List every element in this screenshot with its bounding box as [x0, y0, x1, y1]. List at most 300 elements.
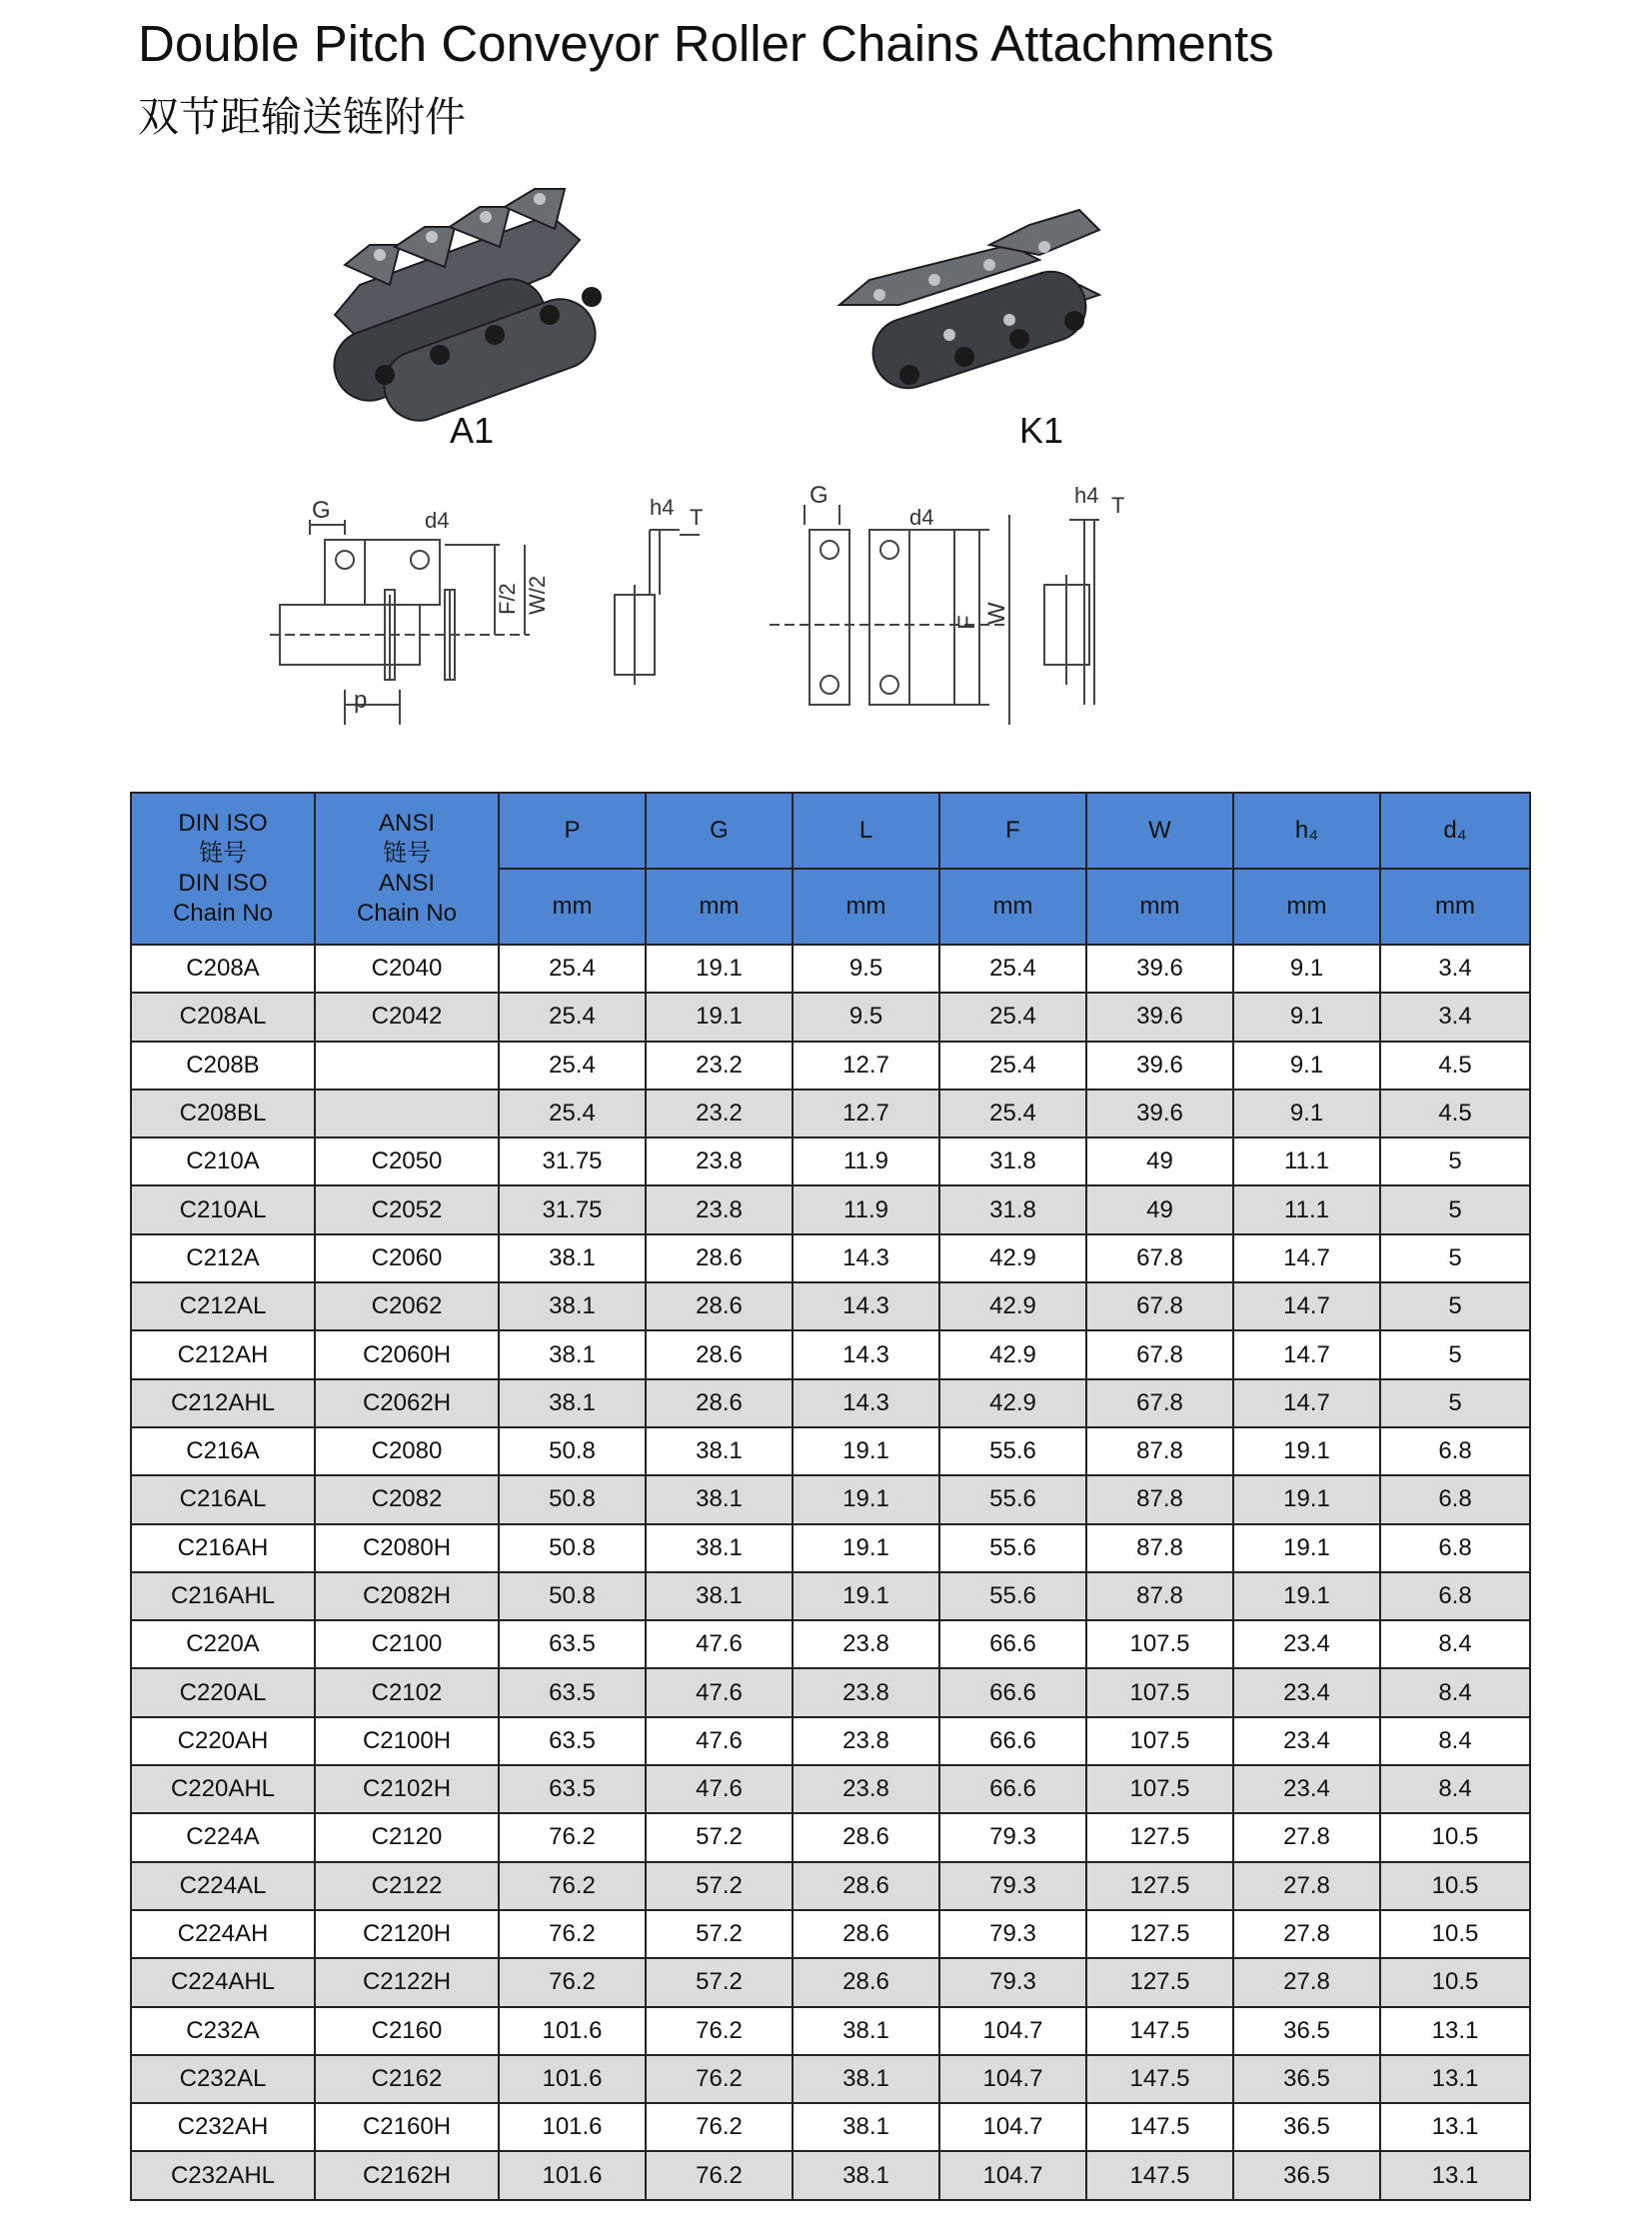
cell-d4: 10.5: [1380, 1910, 1530, 1958]
cell-din-iso: C212AL: [131, 1282, 315, 1330]
table-row: [131, 1427, 1530, 1475]
cell-din-iso: C216AL: [131, 1475, 315, 1523]
cell-ansi: C2100H: [315, 1717, 499, 1765]
cell-g: 76.2: [646, 2151, 793, 2199]
cell-l: 28.6: [793, 1958, 939, 2006]
cell-h4: 14.7: [1233, 1282, 1380, 1330]
cell-p: 50.8: [499, 1427, 646, 1475]
cell-w: 127.5: [1086, 1862, 1233, 1910]
cell-h4: 27.8: [1233, 1862, 1380, 1910]
cell-d4: 13.1: [1380, 2151, 1530, 2199]
cell-w: 49: [1086, 1185, 1233, 1233]
cell-din-iso: C210A: [131, 1137, 315, 1185]
cell-h4: 36.5: [1233, 2151, 1380, 2199]
header-ansi-cn: ANSI: [378, 810, 435, 837]
dim-g-a1: G: [312, 497, 331, 524]
cell-din-iso: C224AL: [131, 1862, 315, 1910]
cell-ansi: C2102H: [315, 1765, 499, 1813]
cell-w: 127.5: [1086, 1958, 1233, 2006]
dim-h4-k1: h4: [1074, 483, 1099, 508]
cell-w: 39.6: [1086, 945, 1233, 993]
cell-l: 12.7: [793, 1042, 939, 1090]
cell-din-iso: C212AHL: [131, 1379, 315, 1427]
table-row: [131, 1765, 1530, 1813]
cell-f: 31.8: [939, 1137, 1086, 1185]
cell-din-iso: C232AH: [131, 2103, 315, 2151]
cell-d4: 3.4: [1380, 945, 1530, 993]
cell-f: 66.6: [939, 1620, 1086, 1668]
dim-t-a1: T: [690, 505, 704, 530]
unit-d4: mm: [1380, 869, 1530, 945]
cell-g: 38.1: [646, 1572, 793, 1620]
k1-chain-image: [839, 210, 1099, 397]
header-din-cn: DIN ISO: [178, 810, 268, 837]
cell-din-iso: C216AHL: [131, 1572, 315, 1620]
cell-d4: 4.5: [1380, 1090, 1530, 1137]
cell-d4: 13.1: [1380, 2103, 1530, 2151]
cell-w: 107.5: [1086, 1620, 1233, 1668]
header-ansi: [315, 793, 499, 945]
cell-l: 14.3: [793, 1330, 939, 1378]
cell-ansi: C2060H: [315, 1330, 499, 1378]
cell-p: 31.75: [499, 1185, 646, 1233]
cell-f: 66.6: [939, 1717, 1086, 1765]
cell-h4: 19.1: [1233, 1427, 1380, 1475]
cell-d4: 5: [1380, 1234, 1530, 1282]
cell-l: 38.1: [793, 2103, 939, 2151]
dim-d4-k1: d4: [909, 505, 934, 530]
table-row: [131, 1090, 1530, 1137]
table-row: [131, 1620, 1530, 1668]
table-row: [131, 1958, 1530, 2006]
table-row: [131, 1668, 1530, 1716]
cell-ansi: C2120H: [315, 1910, 499, 1958]
cell-l: 19.1: [793, 1475, 939, 1523]
header-ansi-en: ANSI: [378, 870, 435, 897]
cell-ansi: C2062H: [315, 1379, 499, 1427]
cell-h4: 11.1: [1233, 1185, 1380, 1233]
cell-din-iso: C216AH: [131, 1524, 315, 1572]
cell-g: 19.1: [646, 945, 793, 993]
cell-d4: 8.4: [1380, 1620, 1530, 1668]
cell-f: 42.9: [939, 1234, 1086, 1282]
table-row: [131, 1234, 1530, 1282]
cell-h4: 19.1: [1233, 1475, 1380, 1523]
cell-p: 25.4: [499, 993, 646, 1041]
unit-l: mm: [793, 869, 939, 945]
header-ansi-en2: Chain No: [356, 900, 458, 927]
cell-din-iso: C208AL: [131, 993, 315, 1041]
cell-l: 28.6: [793, 1862, 939, 1910]
label-a1: A1: [450, 410, 495, 451]
cell-ansi: C2050: [315, 1137, 499, 1185]
table-row: [131, 1572, 1530, 1620]
table-row: [131, 2151, 1530, 2199]
cell-d4: 10.5: [1380, 1813, 1530, 1861]
cell-d4: 5: [1380, 1379, 1530, 1427]
cell-ansi: C2080H: [315, 1524, 499, 1572]
cell-ansi: C2082H: [315, 1572, 499, 1620]
cell-g: 38.1: [646, 1427, 793, 1475]
cell-d4: 10.5: [1380, 1862, 1530, 1910]
cell-w: 107.5: [1086, 1765, 1233, 1813]
cell-g: 38.1: [646, 1524, 793, 1572]
cell-din-iso: C220AH: [131, 1717, 315, 1765]
cell-f: 104.7: [939, 2055, 1086, 2103]
cell-d4: 5: [1380, 1185, 1530, 1233]
cell-l: 23.8: [793, 1765, 939, 1813]
a1-side-drawing: [615, 530, 700, 685]
cell-g: 47.6: [646, 1620, 793, 1668]
cell-w: 87.8: [1086, 1475, 1233, 1523]
cell-p: 63.5: [499, 1765, 646, 1813]
header-din-en: DIN ISO: [178, 870, 268, 897]
cell-d4: 3.4: [1380, 993, 1530, 1041]
cell-l: 28.6: [793, 1910, 939, 1958]
cell-f: 79.3: [939, 1958, 1086, 2006]
cell-g: 19.1: [646, 993, 793, 1041]
cell-din-iso: C220AHL: [131, 1765, 315, 1813]
cell-w: 67.8: [1086, 1282, 1233, 1330]
cell-f: 25.4: [939, 1090, 1086, 1137]
cell-din-iso: C208A: [131, 945, 315, 993]
header-p: P: [499, 793, 646, 869]
spec-table: [130, 792, 1531, 2201]
cell-f: 25.4: [939, 1042, 1086, 1090]
table-row: [131, 1282, 1530, 1330]
cell-g: 57.2: [646, 1862, 793, 1910]
header-ansi-cn2: 链号: [383, 840, 431, 867]
cell-p: 25.4: [499, 1042, 646, 1090]
unit-w: mm: [1086, 869, 1233, 945]
cell-w: 39.6: [1086, 1042, 1233, 1090]
cell-din-iso: C220AL: [131, 1668, 315, 1716]
header-din-en2: Chain No: [172, 900, 274, 927]
cell-g: 28.6: [646, 1379, 793, 1427]
cell-l: 19.1: [793, 1427, 939, 1475]
table-header: [131, 793, 1530, 945]
cell-din-iso: C210AL: [131, 1185, 315, 1233]
cell-g: 47.6: [646, 1717, 793, 1765]
dim-f-k1: F: [953, 615, 980, 630]
cell-g: 23.2: [646, 1090, 793, 1137]
k1-front-drawing: [770, 505, 1009, 725]
header-g: G: [646, 793, 793, 869]
table-row: [131, 1330, 1530, 1378]
cell-l: 14.3: [793, 1234, 939, 1282]
cell-g: 28.6: [646, 1330, 793, 1378]
table-row: [131, 1185, 1530, 1233]
cell-h4: 14.7: [1233, 1234, 1380, 1282]
header-l: L: [793, 793, 939, 869]
cell-f: 25.4: [939, 945, 1086, 993]
cell-f: 42.9: [939, 1379, 1086, 1427]
cell-w: 87.8: [1086, 1572, 1233, 1620]
cell-p: 38.1: [499, 1282, 646, 1330]
cell-l: 19.1: [793, 1572, 939, 1620]
cell-din-iso: C232A: [131, 2007, 315, 2055]
cell-h4: 23.4: [1233, 1765, 1380, 1813]
cell-ansi: C2160H: [315, 2103, 499, 2151]
cell-w: 87.8: [1086, 1524, 1233, 1572]
dim-f2: F/2: [495, 583, 520, 615]
cell-din-iso: C224A: [131, 1813, 315, 1861]
cell-w: 147.5: [1086, 2007, 1233, 2055]
cell-l: 12.7: [793, 1090, 939, 1137]
cell-h4: 27.8: [1233, 1958, 1380, 2006]
cell-w: 39.6: [1086, 993, 1233, 1041]
cell-f: 55.6: [939, 1427, 1086, 1475]
cell-l: 9.5: [793, 993, 939, 1041]
cell-h4: 27.8: [1233, 1910, 1380, 1958]
cell-l: 38.1: [793, 2055, 939, 2103]
cell-l: 23.8: [793, 1620, 939, 1668]
cell-d4: 6.8: [1380, 1475, 1530, 1523]
cell-g: 28.6: [646, 1234, 793, 1282]
cell-w: 87.8: [1086, 1427, 1233, 1475]
cell-h4: 23.4: [1233, 1717, 1380, 1765]
cell-h4: 9.1: [1233, 1042, 1380, 1090]
cell-d4: 5: [1380, 1282, 1530, 1330]
cell-din-iso: C224AHL: [131, 1958, 315, 2006]
cell-g: 57.2: [646, 1958, 793, 2006]
cell-h4: 9.1: [1233, 1090, 1380, 1137]
k1-side-drawing: [1044, 520, 1099, 705]
cell-din-iso: C224AH: [131, 1910, 315, 1958]
cell-w: 107.5: [1086, 1668, 1233, 1716]
chain-drawings: [250, 185, 1289, 755]
cell-ansi: C2160: [315, 2007, 499, 2055]
table-row: [131, 1524, 1530, 1572]
table-row: [131, 1137, 1530, 1185]
cell-p: 101.6: [499, 2151, 646, 2199]
cell-p: 50.8: [499, 1524, 646, 1572]
table-row: [131, 1475, 1530, 1523]
table-row: [131, 2055, 1530, 2103]
cell-p: 25.4: [499, 945, 646, 993]
table-row: [131, 1862, 1530, 1910]
cell-f: 55.6: [939, 1572, 1086, 1620]
cell-d4: 6.8: [1380, 1427, 1530, 1475]
dim-d4-a1: d4: [425, 508, 450, 533]
cell-f: 66.6: [939, 1668, 1086, 1716]
cell-g: 47.6: [646, 1668, 793, 1716]
cell-g: 76.2: [646, 2103, 793, 2151]
cell-h4: 11.1: [1233, 1137, 1380, 1185]
table-row: [131, 2103, 1530, 2151]
table-row: [131, 2007, 1530, 2055]
table-row: [131, 945, 1530, 993]
cell-g: 23.2: [646, 1042, 793, 1090]
cell-h4: 14.7: [1233, 1330, 1380, 1378]
cell-w: 39.6: [1086, 1090, 1233, 1137]
cell-p: 50.8: [499, 1572, 646, 1620]
dim-h4-a1: h4: [650, 495, 675, 520]
cell-l: 38.1: [793, 2007, 939, 2055]
dim-w2: W/2: [525, 575, 550, 615]
cell-ansi: C2040: [315, 945, 499, 993]
cell-l: 23.8: [793, 1717, 939, 1765]
header-f: F: [939, 793, 1086, 869]
table-row: [131, 993, 1530, 1041]
header-h4: h₄: [1233, 793, 1380, 869]
cell-w: 49: [1086, 1137, 1233, 1185]
dim-w-k1: W: [983, 602, 1010, 625]
cell-din-iso: C212AH: [131, 1330, 315, 1378]
unit-h4: mm: [1233, 869, 1380, 945]
dim-p: p: [354, 687, 368, 714]
cell-p: 76.2: [499, 1862, 646, 1910]
cell-h4: 36.5: [1233, 2055, 1380, 2103]
table-row: [131, 1910, 1530, 1958]
dim-t-k1: T: [1111, 493, 1125, 518]
cell-f: 79.3: [939, 1813, 1086, 1861]
cell-f: 25.4: [939, 993, 1086, 1041]
cell-din-iso: C232AL: [131, 2055, 315, 2103]
cell-w: 107.5: [1086, 1717, 1233, 1765]
cell-p: 25.4: [499, 1090, 646, 1137]
cell-din-iso: C208B: [131, 1042, 315, 1090]
cell-g: 23.8: [646, 1185, 793, 1233]
cell-f: 55.6: [939, 1524, 1086, 1572]
cell-p: 63.5: [499, 1620, 646, 1668]
cell-l: 9.5: [793, 945, 939, 993]
unit-p: mm: [499, 869, 646, 945]
header-din-cn2: 链号: [199, 840, 247, 867]
cell-p: 38.1: [499, 1234, 646, 1282]
cell-g: 28.6: [646, 1282, 793, 1330]
cell-din-iso: C232AHL: [131, 2151, 315, 2199]
unit-f: mm: [939, 869, 1086, 945]
cell-g: 76.2: [646, 2007, 793, 2055]
cell-f: 79.3: [939, 1862, 1086, 1910]
table-row: [131, 1379, 1530, 1427]
cell-f: 31.8: [939, 1185, 1086, 1233]
cell-w: 147.5: [1086, 2055, 1233, 2103]
cell-h4: 9.1: [1233, 945, 1380, 993]
cell-f: 104.7: [939, 2151, 1086, 2199]
cell-h4: 36.5: [1233, 2103, 1380, 2151]
cell-h4: 9.1: [1233, 993, 1380, 1041]
cell-ansi: C2162H: [315, 2151, 499, 2199]
cell-d4: 10.5: [1380, 1958, 1530, 2006]
cell-f: 104.7: [939, 2007, 1086, 2055]
cell-h4: 19.1: [1233, 1524, 1380, 1572]
cell-w: 147.5: [1086, 2151, 1233, 2199]
cell-d4: 8.4: [1380, 1717, 1530, 1765]
cell-din-iso: C220A: [131, 1620, 315, 1668]
unit-g: mm: [646, 869, 793, 945]
cell-ansi: C2060: [315, 1234, 499, 1282]
header-din-iso: [131, 793, 315, 945]
cell-h4: 23.4: [1233, 1620, 1380, 1668]
table-body: [131, 945, 1530, 2200]
cell-p: 63.5: [499, 1668, 646, 1716]
cell-f: 104.7: [939, 2103, 1086, 2151]
cell-p: 76.2: [499, 1910, 646, 1958]
cell-ansi: C2100: [315, 1620, 499, 1668]
cell-ansi: C2122: [315, 1862, 499, 1910]
cell-w: 67.8: [1086, 1379, 1233, 1427]
cell-h4: 19.1: [1233, 1572, 1380, 1620]
cell-ansi: C2080: [315, 1427, 499, 1475]
cell-p: 101.6: [499, 2103, 646, 2151]
cell-l: 11.9: [793, 1185, 939, 1233]
cell-l: 23.8: [793, 1668, 939, 1716]
cell-d4: 13.1: [1380, 2055, 1530, 2103]
cell-p: 76.2: [499, 1813, 646, 1861]
cell-p: 101.6: [499, 2055, 646, 2103]
cell-p: 38.1: [499, 1379, 646, 1427]
page-subtitle: 双节距输送链附件: [138, 93, 466, 141]
cell-f: 42.9: [939, 1282, 1086, 1330]
cell-w: 147.5: [1086, 2103, 1233, 2151]
cell-p: 50.8: [499, 1475, 646, 1523]
page-title: Double Pitch Conveyor Roller Chains Attachments: [138, 15, 1274, 72]
cell-d4: 4.5: [1380, 1042, 1530, 1090]
table-row: [131, 1042, 1530, 1090]
cell-l: 19.1: [793, 1524, 939, 1572]
cell-ansi: C2120: [315, 1813, 499, 1861]
cell-ansi: C2102: [315, 1668, 499, 1716]
cell-h4: 36.5: [1233, 2007, 1380, 2055]
cell-w: 67.8: [1086, 1234, 1233, 1282]
a1-chain-image: [325, 189, 606, 431]
cell-f: 55.6: [939, 1475, 1086, 1523]
cell-h4: 14.7: [1233, 1379, 1380, 1427]
cell-g: 47.6: [646, 1765, 793, 1813]
cell-ansi: C2062: [315, 1282, 499, 1330]
cell-d4: 5: [1380, 1137, 1530, 1185]
cell-l: 11.9: [793, 1137, 939, 1185]
cell-g: 38.1: [646, 1475, 793, 1523]
cell-h4: 27.8: [1233, 1813, 1380, 1861]
header-d4: d₄: [1380, 793, 1530, 869]
cell-g: 23.8: [646, 1137, 793, 1185]
table-row: [131, 1717, 1530, 1765]
cell-p: 31.75: [499, 1137, 646, 1185]
label-k1: K1: [1019, 410, 1064, 451]
cell-din-iso: C216A: [131, 1427, 315, 1475]
cell-p: 38.1: [499, 1330, 646, 1378]
cell-din-iso: C208BL: [131, 1090, 315, 1137]
cell-p: 63.5: [499, 1717, 646, 1765]
cell-d4: 13.1: [1380, 2007, 1530, 2055]
cell-w: 127.5: [1086, 1813, 1233, 1861]
cell-l: 14.3: [793, 1282, 939, 1330]
cell-ansi: [315, 1042, 499, 1090]
cell-din-iso: C212A: [131, 1234, 315, 1282]
cell-ansi: C2052: [315, 1185, 499, 1233]
cell-d4: 8.4: [1380, 1765, 1530, 1813]
cell-w: 67.8: [1086, 1330, 1233, 1378]
cell-ansi: [315, 1090, 499, 1137]
cell-ansi: C2122H: [315, 1958, 499, 2006]
cell-p: 76.2: [499, 1958, 646, 2006]
cell-ansi: C2162: [315, 2055, 499, 2103]
a1-front-drawing: [270, 520, 530, 725]
cell-p: 101.6: [499, 2007, 646, 2055]
cell-l: 28.6: [793, 1813, 939, 1861]
cell-d4: 8.4: [1380, 1668, 1530, 1716]
cell-l: 38.1: [793, 2151, 939, 2199]
cell-d4: 5: [1380, 1330, 1530, 1378]
cell-h4: 23.4: [1233, 1668, 1380, 1716]
cell-l: 14.3: [793, 1379, 939, 1427]
cell-ansi: C2082: [315, 1475, 499, 1523]
cell-g: 57.2: [646, 1910, 793, 1958]
cell-d4: 6.8: [1380, 1572, 1530, 1620]
